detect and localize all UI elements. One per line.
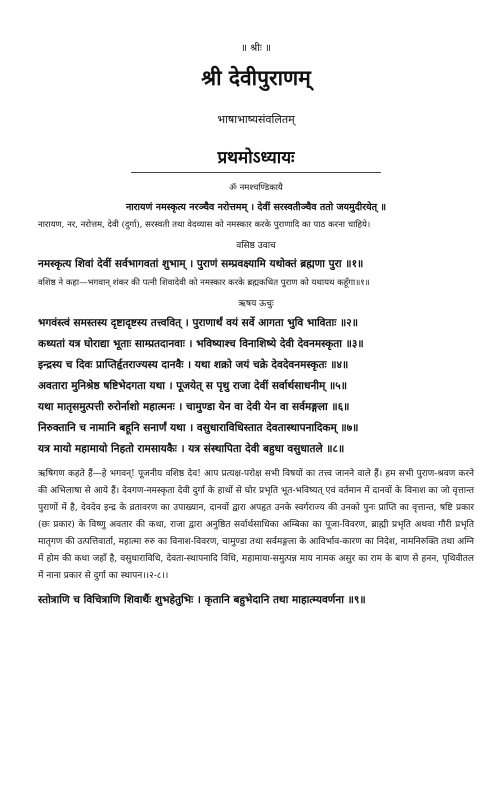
chapter-divider <box>131 172 381 173</box>
invocation-translation: नारायण, नर, नरोत्तम, देवी (दुर्गा), सरस्वती तथा वेदव्यास को नमस्कार करके पुराणादि का पाठ करना चाहिये। <box>38 220 371 230</box>
commentary-paragraph: ऋषिगण कहते हैं—हे भगवन्! पूजनीय वशिष्ठ देव! आप प्रत्यक्ष-परोक्ष सभी विषयों का तत्त्व जानने वाले हैं। हम सभी पुराण-श्रवण करने की अभिलाषा से आये हैं। देवगण-नमस्कृता देवी दुर्गा के हाथों से घोर प्रभृति भूत-भविष्यत् एवं वर्तमान में दानवों के विनाश का जो वृत्तान्त पुराणों में है, देवदेव इन्द्र के व्रतावरण का उपाख्यान, दानवों द्वारा अपहृत उनके स्वर्गराज्य की उनको पुनः प्राप्ति का वृत्तान्त, षष्टि प्रकार (छः प्रकार) के विष्णु अवतार की कथा, राजा द्वारा अनुष्ठित सर्वार्थसाधिका अम्बिका का पूजा-विवरण, ब्राह्मी प्रभृति अथवा गौरी प्रभृति मातृगण की उत्पत्तिवार्ता, महात्मा रुरु का विनाश-विवरण, चामुण्डा तथा सर्वमङ्गला के आविर्भाव-कारण का निदेश, नामनिरुक्ति तथा अग्नि में होम की कथा जहाँ है, वसुधाराविधि, देवता-स्थापनादि विधि, महामाया-समुत्पन्न माय नामक असुर का राम के बाण से हनन, पृथिवीतल में नाना प्रकार से दुर्गा का स्थापन।।२-८।। <box>38 469 475 581</box>
sri-heading: ॥ श्रीः ॥ <box>240 43 272 54</box>
verse-line: अवतारा मुनिश्रेष्ठ षष्टिभेदगता यथा । पूजयेत् स पृथु राजा देवीं सर्वार्थसाधनीम् ॥५॥ <box>38 380 347 392</box>
speaker-rishis: ऋषय ऊचुः <box>238 299 274 309</box>
commentary <box>38 466 474 585</box>
page <box>0 40 500 812</box>
verse-1: नमस्कृत्य शिवां देवीं सर्वभागवतां शुभाम् । पुराणं सम्प्रवक्ष्यामि यथोक्तं ब्रह्मणा पुरा ॥१॥ <box>38 258 364 270</box>
subtitle: भाषाभाष्यसंवलितम् <box>217 113 295 126</box>
verse-1-translation: वशिष्ठ ने कहा—भगवान् शंकर की पत्नी शिवादेवी को नमस्कार करके ब्रह्मकथित पुराण को यथायथ कहूँगा॥१॥ <box>38 278 370 288</box>
page-title: श्री देवीपुराणम् <box>201 65 311 90</box>
verse-block <box>38 313 474 460</box>
verse-line: निरुक्तानि च नामानि बहूनि सनार्णं यथा । वसुधाराविधिस्तात देवतास्थापनादिकम् ॥७॥ <box>38 422 359 434</box>
verse-line: यत्र मायो महामायो निहतो रामसायकैः । यत्र संस्थापिता देवी बहुधा वसुधातले ॥८॥ <box>38 443 345 455</box>
invocation-verse: नारायणं नमस्कृत्य नरञ्चैव नरोत्तमम् । देवीं सरस्वतीञ्चैव ततो जयमुदीरयेत् ॥ <box>125 202 387 213</box>
verse-line: यथा मातृसमुत्पत्ती रुरोर्नाशो महात्मनः । चामुण्डा येन वा देवी येन वा सर्वमङ्गला ॥६॥ <box>38 401 350 413</box>
verse-line: भगवंस्त्वं समस्तस्य दृष्टादृष्टस्य तत्त्ववित् । पुराणार्थं वयं सर्वे आगता भुवि भाविताः ॥२॥ <box>38 317 359 329</box>
verse-line: इन्द्रस्य च दिवः प्राप्तिर्हृतराज्यस्य दानवैः । यथा शक्रो जयं चक्रे देवदेवनमस्कृतः ॥४॥ <box>38 359 349 371</box>
speaker-vasishtha: वसिष्ठ उवाच <box>236 241 276 251</box>
chapter-heading: प्रथमोऽध्यायः <box>217 148 295 168</box>
verse-9: स्तोत्राणि च विचित्राणि शिवार्थैः शुभहेतुभिः । कृतानि बहुभेदानि तथा माहात्म्यवर्णना ॥९॥ <box>38 594 366 606</box>
mangala-line: ॐ नमश्चण्डिकायै <box>229 183 283 193</box>
verse-line: कथ्यतां यत्र घोराद्या भूताः साम्प्रतदानवाः । भविष्याश्च विनाशिष्ये देवी देवनमस्कृता ॥३॥ <box>38 338 364 350</box>
